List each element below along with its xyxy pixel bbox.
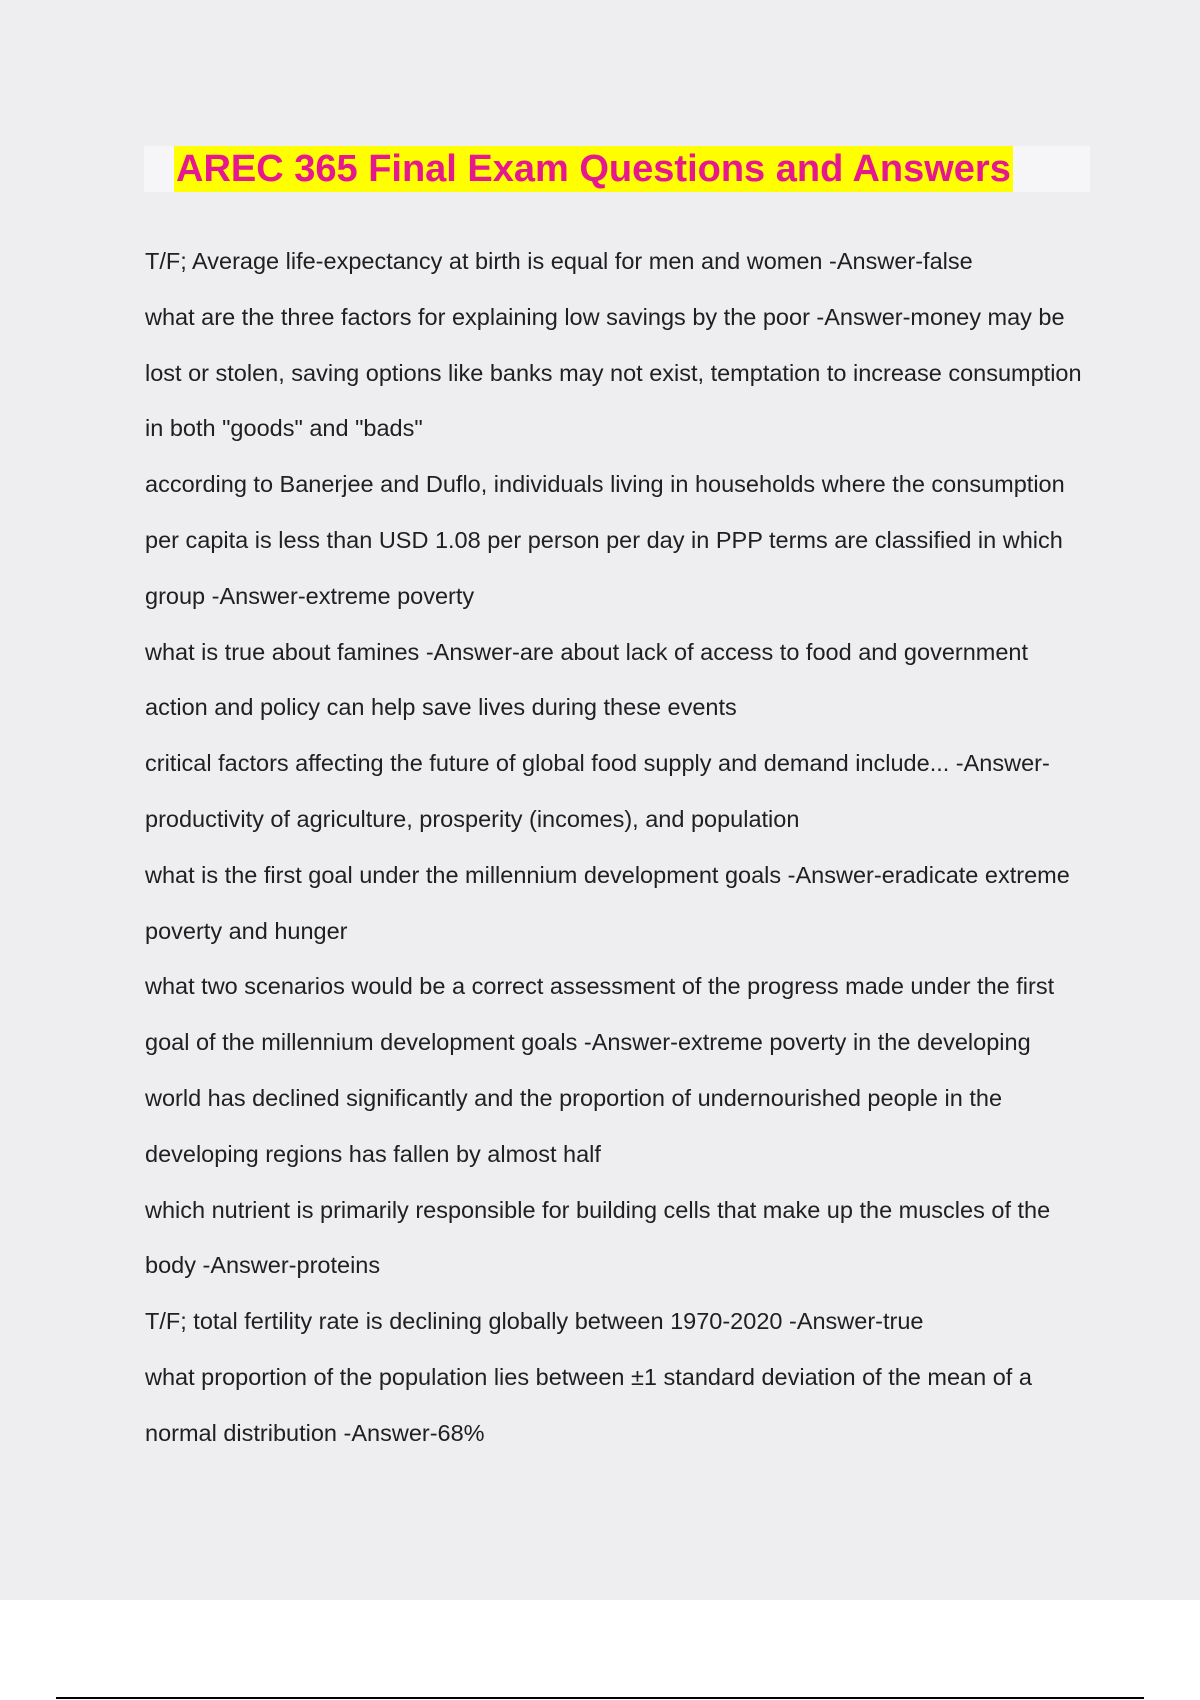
qa-item: which nutrient is primarily responsible for building cells that make up the muscles of the body -Answer-proteins: [145, 1196, 1051, 1279]
document-title: AREC 365 Final Exam Questions and Answers: [176, 148, 1011, 190]
qa-item: what is the first goal under the millennium development goals -Answer-eradicate extreme poverty and hunger: [145, 861, 1070, 944]
qa-item: according to Banerjee and Duflo, individuals living in households where the consumption per capita is less than USD 1.08 per person per day in PPP terms are classified in which group -Answer-extreme poverty: [145, 471, 1065, 609]
qa-item: what is true about famines -Answer-are about lack of access to food and government action and policy can help save lives during these events: [145, 638, 1029, 721]
qa-item: what are the three factors for explaining low savings by the poor -Answer-money may be lost or stolen, saving options like banks may not exist, temptation to increase consumption in both "goods" and "bads": [145, 303, 1082, 442]
qa-item: what two scenarios would be a correct assessment of the progress made under the first goal of the millennium development goals -Answer-extreme poverty in the developing world has declined significantly and the proportion of undernourished people in the developing regions has fallen by almost half: [145, 973, 1055, 1167]
qa-list: [145, 234, 1085, 1462]
footer-divider: [56, 1697, 1144, 1699]
qa-item: T/F; total fertility rate is declining globally between 1970-2020 -Answer-true: [145, 1308, 924, 1335]
qa-item: T/F; Average life-expectancy at birth is equal for men and women -Answer-false: [145, 248, 973, 274]
qa-item: critical factors affecting the future of global food supply and demand include... -Answer-productivity of agriculture, prosperity (incomes), and population: [145, 750, 1050, 832]
qa-item: what proportion of the population lies between ±1 standard deviation of the mean of a normal distribution -Answer-68%: [145, 1363, 1032, 1446]
